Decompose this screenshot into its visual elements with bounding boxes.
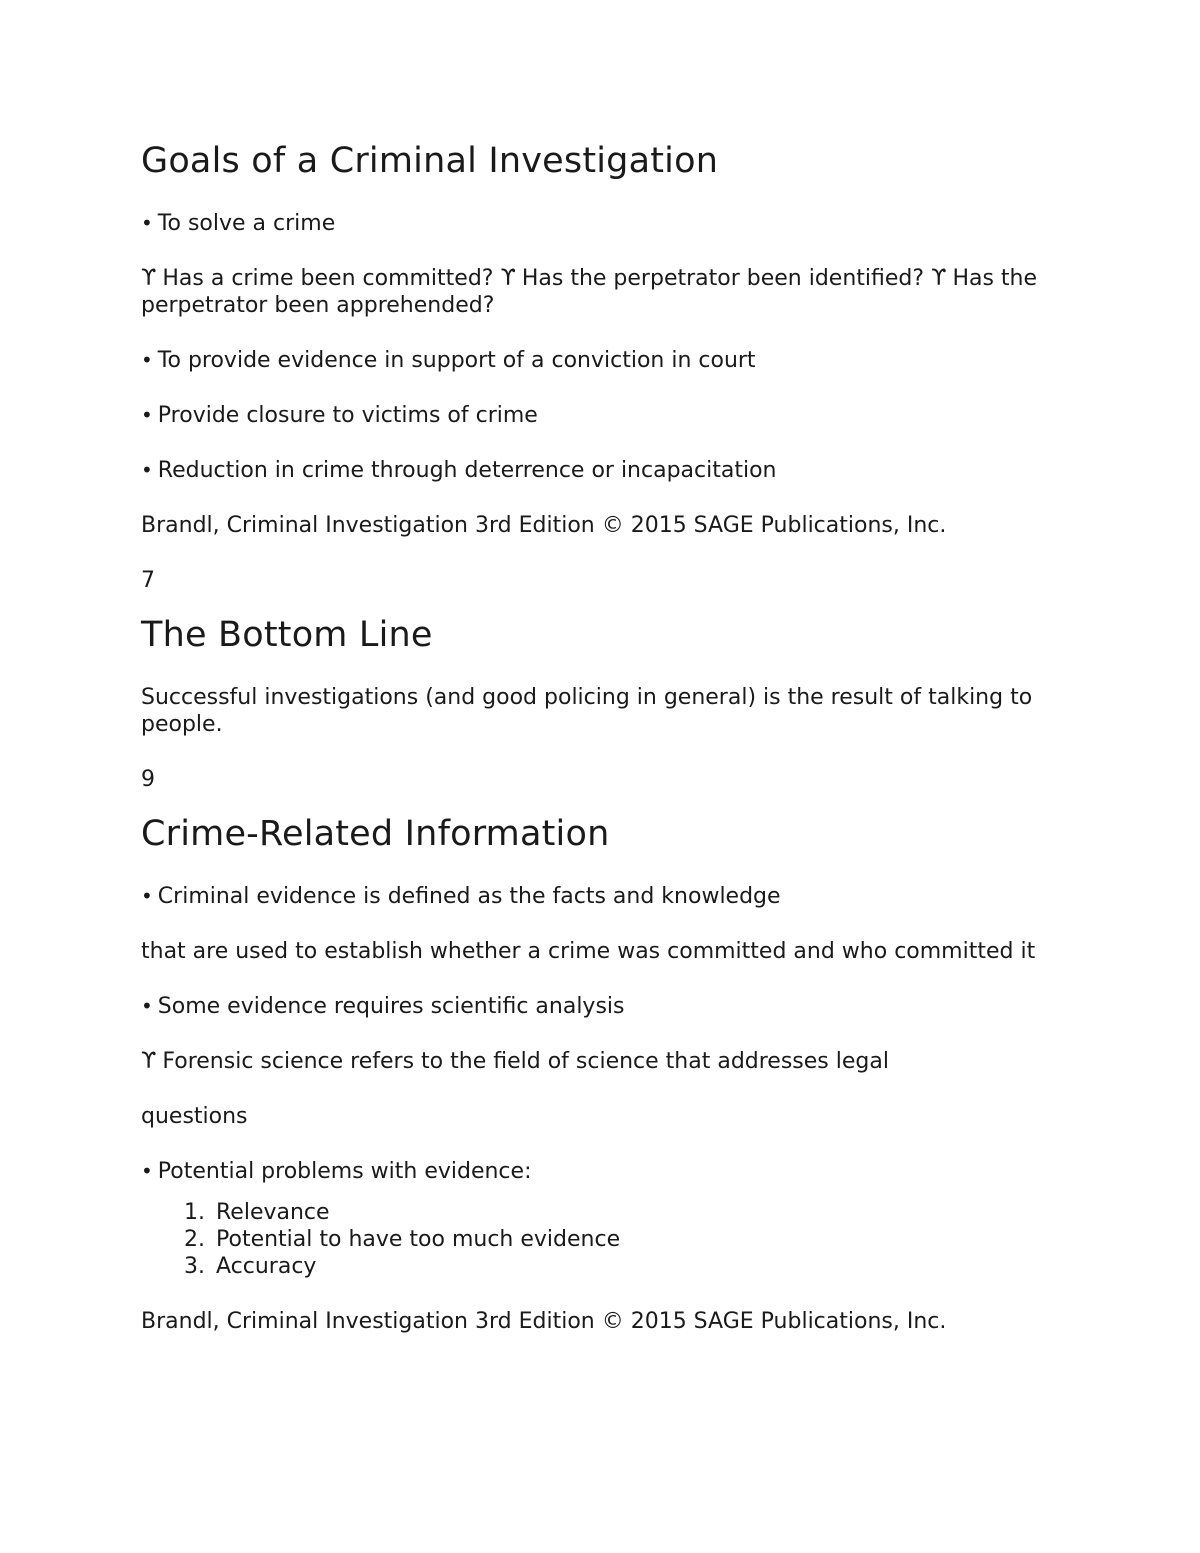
bullet-closure: • Provide closure to victims of crime — [141, 402, 1061, 429]
sub-questions-paragraph — [141, 265, 1061, 319]
sub-question-1: Has a crime been committed? — [162, 266, 494, 291]
section-heading-crime-related: Crime-Related Information — [141, 814, 610, 854]
section-heading-bottom-line: The Bottom Line — [141, 615, 433, 655]
bullet-potential-problems: • Potential problems with evidence: — [141, 1158, 1061, 1185]
bullet-reduction: • Reduction in crime through deterrence or incapacitation — [141, 457, 1061, 484]
page-number: 7 — [141, 568, 155, 593]
section-heading-goals: Goals of a Criminal Investigation — [141, 141, 719, 181]
upsilon-bullet-icon: ϒ — [141, 1049, 157, 1074]
sub-question-2: Has the perpetrator been identified? — [521, 266, 925, 291]
criminal-evidence-continued: that are used to establish whether a crime was committed and who committed it — [141, 939, 1036, 964]
forensic-science-continued: questions — [141, 1104, 248, 1129]
sub-question-3: Has the perpetrator been apprehended? — [141, 266, 1038, 318]
bullet-scientific-analysis: • Some evidence requires scientific analysis — [141, 993, 1061, 1020]
document-page — [141, 140, 1061, 1335]
citation: Brandl, Criminal Investigation 3rd Edition © 2015 SAGE Publications, Inc. — [141, 1309, 947, 1334]
list-item: 1. Relevance — [212, 1199, 1061, 1226]
upsilon-bullet-icon: ϒ — [141, 266, 157, 291]
citation: Brandl, Criminal Investigation 3rd Edition © 2015 SAGE Publications, Inc. — [141, 513, 947, 538]
bottom-line-body: Successful investigations (and good policing in general) is the result of talking to people. — [141, 685, 1033, 737]
list-item: 2. Potential to have too much evidence — [212, 1226, 1061, 1253]
bullet-solve-crime: • To solve a crime — [141, 210, 1061, 237]
forensic-science-text: Forensic science refers to the field of science that addresses legal — [162, 1049, 889, 1074]
problems-numbered-list — [141, 1199, 1061, 1280]
upsilon-bullet-icon: ϒ — [931, 266, 947, 291]
bullet-provide-evidence: • To provide evidence in support of a conviction in court — [141, 347, 1061, 374]
upsilon-bullet-icon: ϒ — [500, 266, 516, 291]
list-item: 3. Accuracy — [212, 1253, 1061, 1280]
bullet-criminal-evidence: • Criminal evidence is defined as the facts and knowledge — [141, 883, 1061, 910]
page-number: 9 — [141, 767, 155, 792]
forensic-science-paragraph — [141, 1048, 1061, 1075]
